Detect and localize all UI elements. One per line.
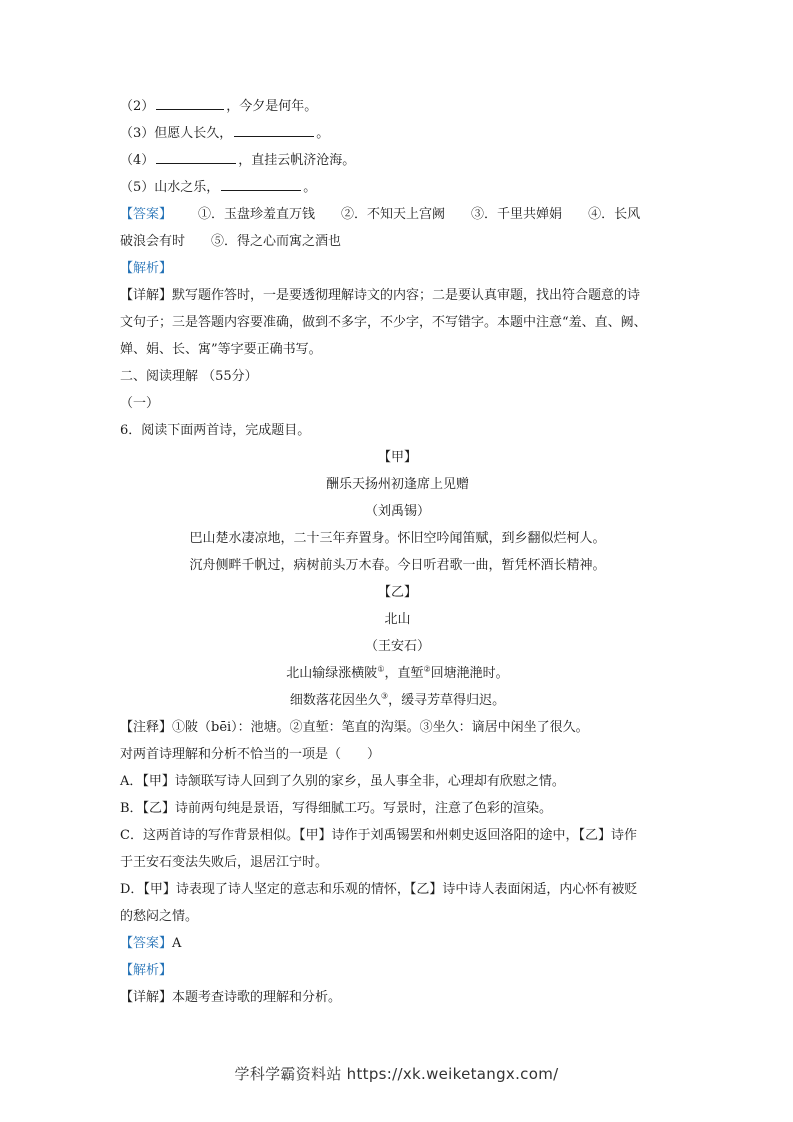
- analysis-tag: 【解析】: [120, 261, 173, 276]
- fill-in-q2: [120, 93, 675, 120]
- poem-a-author: （刘禹锡）: [364, 504, 430, 519]
- poem-b-label: 【乙】: [377, 585, 417, 600]
- question-stem: 对两首诗理解和分析不恰当的一项是（ ）: [120, 747, 381, 762]
- answer1-item4: ④．长风: [588, 207, 641, 222]
- section-subtitle: （一）: [120, 396, 160, 411]
- section-title: 二、阅读理解 （55分）: [120, 369, 258, 384]
- poem-b-line2: [120, 687, 675, 714]
- q2-blank: [156, 95, 224, 110]
- option-b: B．【乙】诗前两句纯是景语，写得细腻工巧。写景时，注意了色彩的渲染。: [120, 801, 553, 816]
- q2-suffix: ，今夕是何年。: [226, 99, 318, 114]
- answer-tag: 【答案】: [120, 207, 173, 222]
- q4-prefix: （4）: [120, 153, 155, 168]
- footnote-marker-3: ③: [380, 691, 389, 701]
- poem-b-line1: [120, 660, 675, 687]
- answer1-item4-cont: 破浪会有时: [120, 234, 186, 249]
- analysis2-detail: 【详解】本题考查诗歌的理解和分析。: [120, 990, 342, 1005]
- fill-in-q5: [120, 174, 675, 201]
- analysis2-tag: 【解析】: [120, 963, 173, 978]
- q5-suffix: 。: [303, 180, 317, 195]
- q5-prefix: （5）山水之乐，: [120, 180, 220, 195]
- q3-blank: [234, 122, 314, 137]
- option-d-line2: 的愁闷之情。: [120, 909, 199, 924]
- answer1-line2: [120, 228, 675, 255]
- answer1-item5: ⑤．得之心而寓之酒也: [211, 234, 342, 249]
- q3-suffix: 。: [316, 126, 330, 141]
- q2-prefix: （2）: [120, 99, 155, 114]
- answer2-tag: 【答案】: [120, 936, 173, 951]
- poem-b-line2-part2: ，缓寻芳草得归迟。: [388, 693, 506, 708]
- analysis1-detail-line1: 【详解】默写题作答时，一是要透彻理解诗文的内容；二是要认真审题，找出符合题意的诗: [120, 288, 641, 303]
- option-c-line2: 于王安石变法失败后，退居江宁时。: [120, 855, 329, 870]
- q4-suffix: ，直挂云帆济沧海。: [238, 153, 356, 168]
- poem-a-line2: 沉舟侧畔千帆过，病树前头万木春。今日听君歌一曲，暂凭杯酒长精神。: [189, 558, 606, 573]
- poem-b-line2-part1: 细数落花因坐久: [289, 693, 381, 708]
- footer-watermark: 学科学霸资料站 https://xk.weiketangx.com/: [234, 1065, 559, 1083]
- poem-b-line1-part1: 北山输绿涨横陂: [286, 666, 378, 681]
- option-d-line1: D．【甲】诗表现了诗人坚定的意志和乐观的情怀，【乙】诗中诗人表面闲适，内心怀有被贬: [120, 882, 638, 897]
- q5-blank: [221, 176, 301, 191]
- fill-in-q3: [120, 120, 675, 147]
- question-6-prompt: 6．阅读下面两首诗，完成题目。: [120, 423, 311, 438]
- document-body: [120, 93, 675, 1011]
- poem-b-line1-part2: ，直堑: [384, 666, 424, 681]
- fill-in-q4: [120, 147, 675, 174]
- poem-a-title: 酬乐天扬州初逢席上见赠: [325, 477, 469, 492]
- analysis1-detail-line3: 婵、娟、长、寓”等字要正确书写。: [120, 342, 322, 357]
- answer2-value: A: [172, 936, 182, 951]
- poem-b-author: （王安石）: [364, 639, 430, 654]
- footnote-marker-1: ①: [377, 664, 385, 674]
- answer1-item2: ②．不知天上宫阙: [341, 207, 446, 222]
- option-c-line1: C．这两首诗的写作背景相似。【甲】诗作于刘禹锡罢和州刺史返回洛阳的途中，【乙】诗作: [120, 828, 637, 843]
- poem-a-line1: 巴山楚水凄凉地，二十三年弃置身。怀旧空吟闻笛赋，到乡翻似烂柯人。: [189, 531, 606, 546]
- answer1-item1: ①．玉盘珍羞直万钱: [198, 207, 316, 222]
- answer1-line1: [120, 201, 675, 228]
- analysis1-detail-line2: 文句子；三是答题内容要准确，做到不多字，不少字，不写错字。本题中注意“羞、直、阙、: [120, 315, 647, 330]
- notes: 【注释】①陂（bēi）：池塘。②直堑：笔直的沟渠。③坐久：谪居中闲坐了很久。: [120, 720, 589, 735]
- q3-prefix: （3）但愿人长久，: [120, 126, 233, 141]
- option-a: A．【甲】诗颔联写诗人回到了久别的家乡，虽人事全非，心理却有欣慰之情。: [120, 774, 565, 789]
- poem-a-label: 【甲】: [377, 450, 417, 465]
- poem-b-line1-part3: 回塘滟滟时。: [430, 666, 509, 681]
- q4-blank: [156, 149, 236, 164]
- footnote-marker-2: ②: [423, 664, 431, 674]
- poem-b-title: 北山: [384, 612, 411, 627]
- answer1-item3: ③．千里共婵娟: [471, 207, 563, 222]
- answer2: [120, 930, 675, 957]
